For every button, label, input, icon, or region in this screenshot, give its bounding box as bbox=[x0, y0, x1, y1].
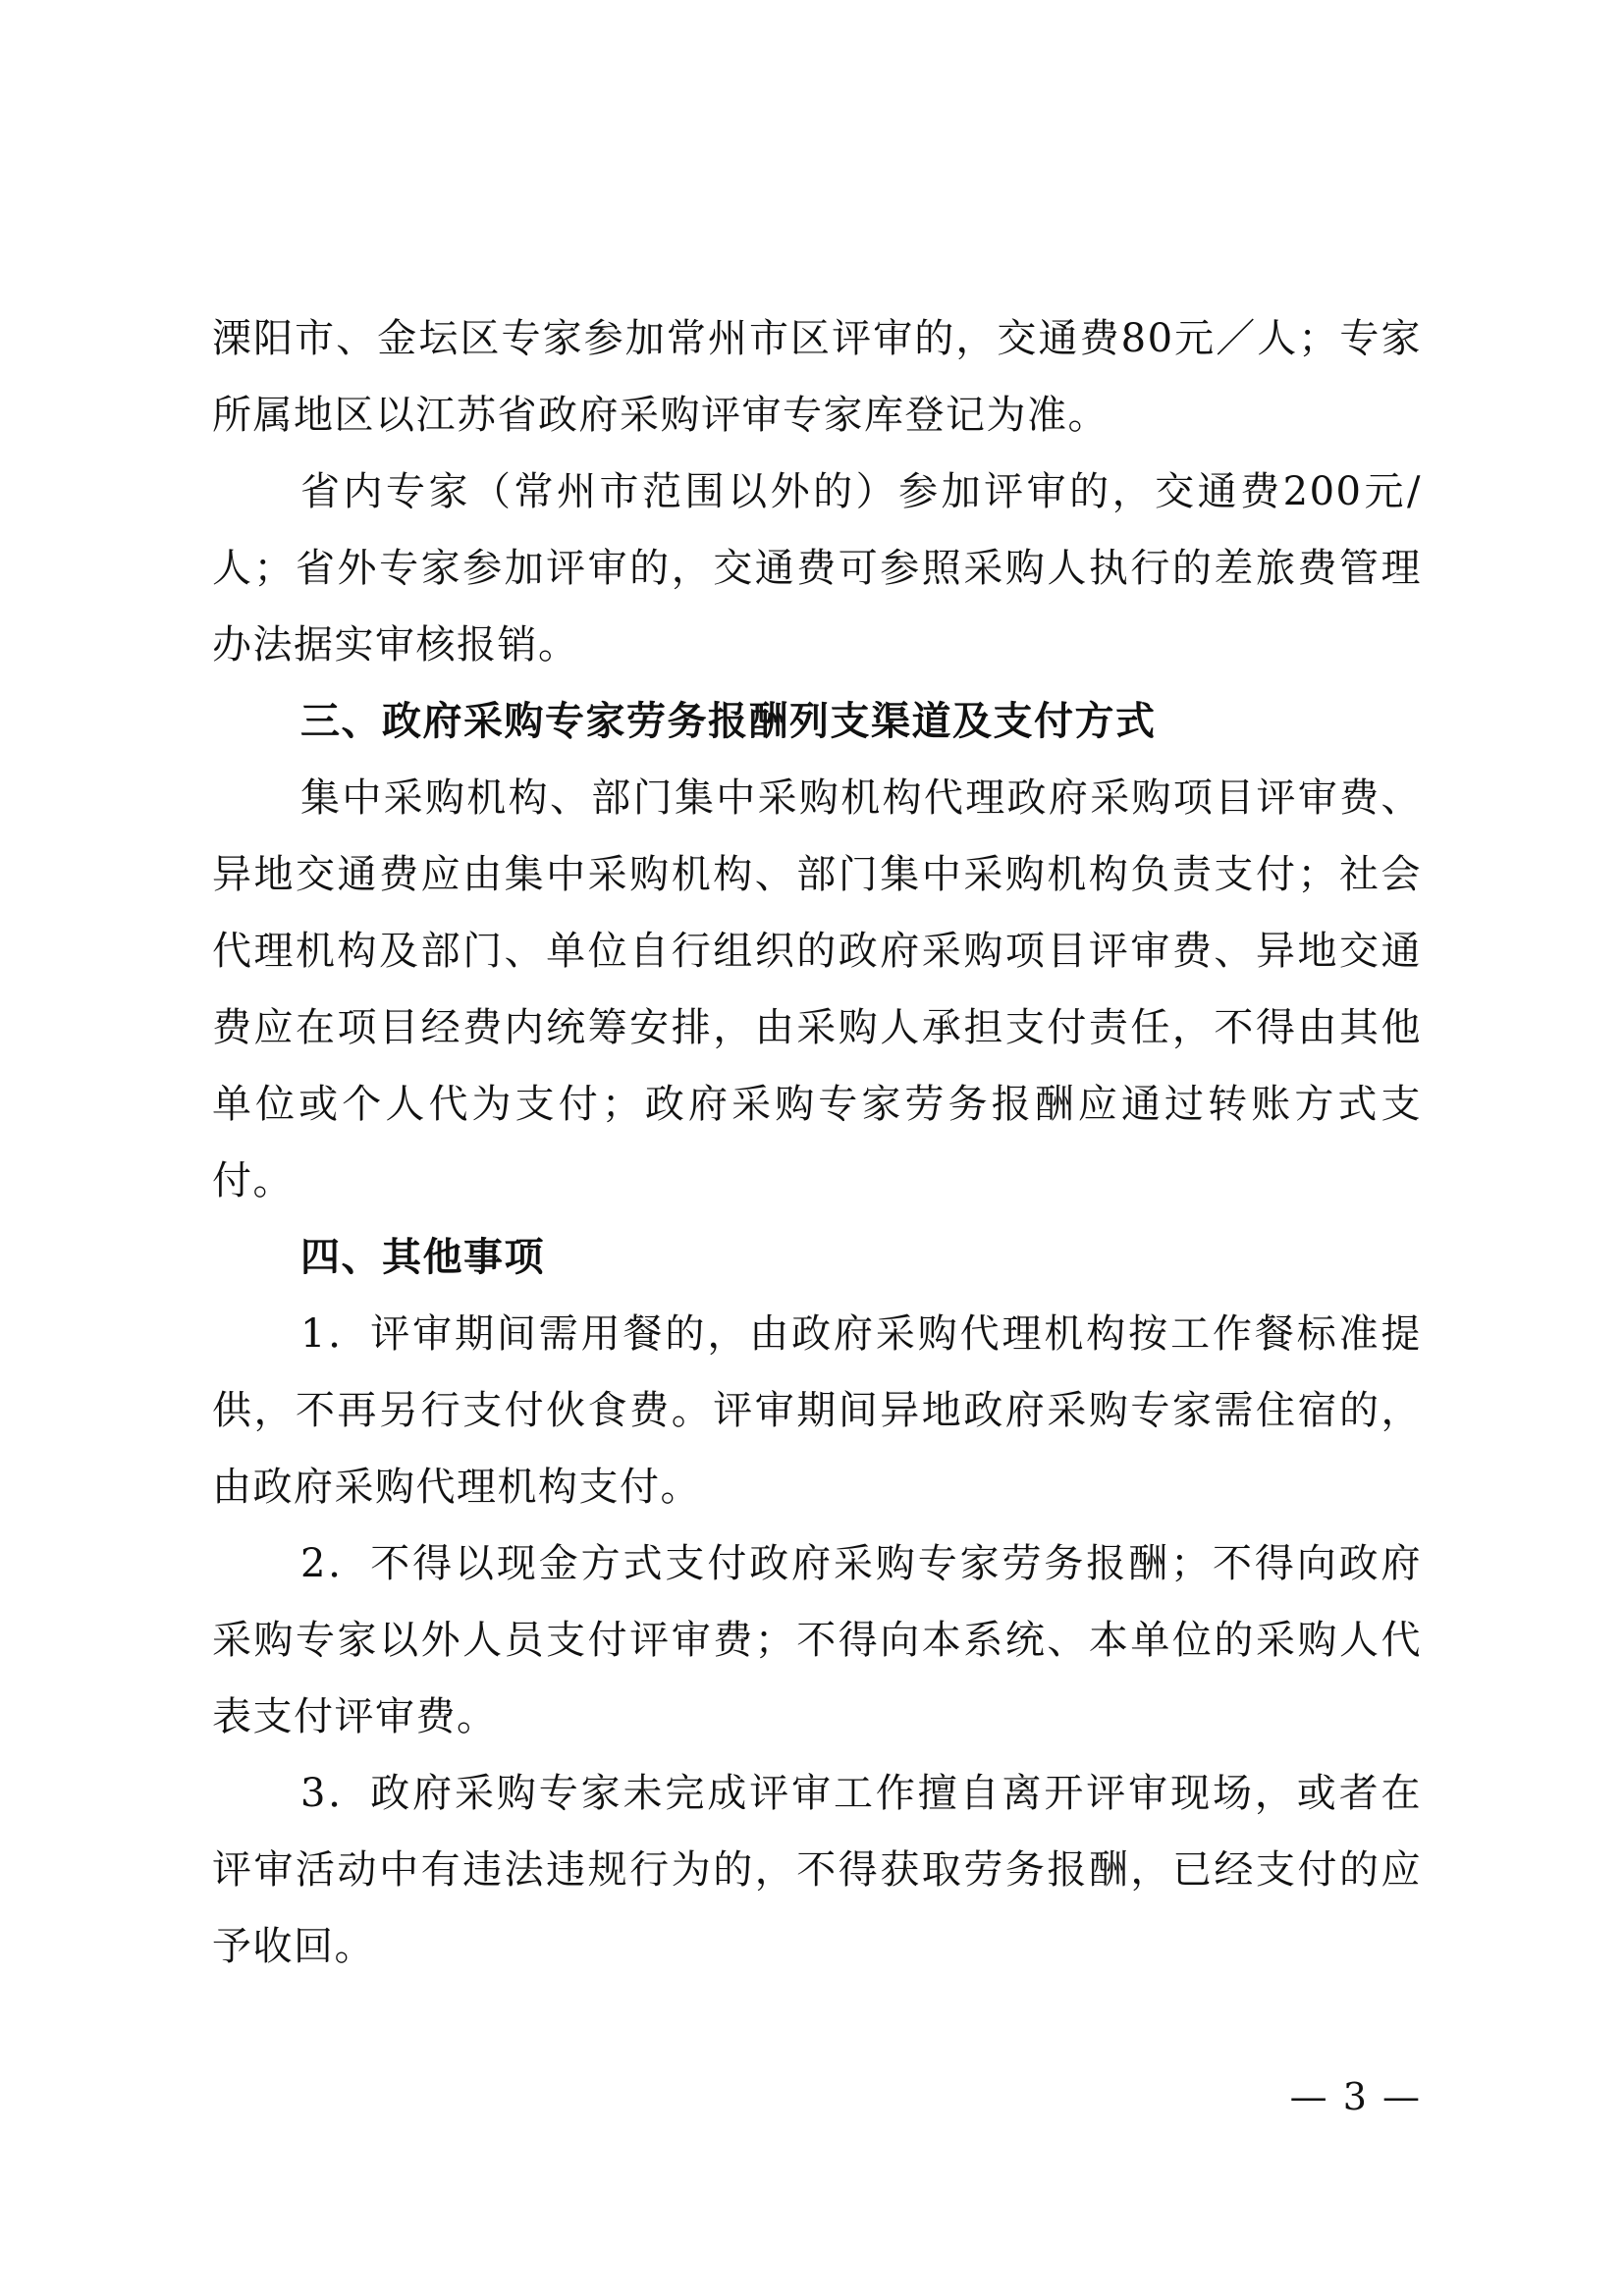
section-heading-4: 四、其他事项 bbox=[300, 1235, 545, 1280]
document-body bbox=[212, 300, 1422, 1985]
paragraph-transport-fee-local: 溧阳市、金坛区专家参加常州市区评审的，交通费80元／人；专家所属地区以江苏省政府采购评审专家库登记为准。 bbox=[212, 316, 1422, 438]
section-heading-3: 三、政府采购专家劳务报酬列支渠道及支付方式 bbox=[300, 699, 1157, 744]
page-number: — 3 — bbox=[1289, 2075, 1422, 2118]
paragraph-transport-fee-provincial: 省内专家（常州市范围以外的）参加评审的，交通费200元/人；省外专家参加评审的，交通费可参照采购人执行的差旅费管理办法据实审核报销。 bbox=[212, 469, 1422, 667]
paragraph-other-item-2: 2．不得以现金方式支付政府采购专家劳务报酬；不得向政府采购专家以外人员支付评审费；不得向本系统、本单位的采购人代表支付评审费。 bbox=[212, 1541, 1422, 1739]
paragraph-other-item-1: 1．评审期间需用餐的，由政府采购代理机构按工作餐标准提供，不再另行支付伙食费。评审期间异地政府采购专家需住宿的，由政府采购代理机构支付。 bbox=[212, 1311, 1422, 1510]
paragraph-payment-channel: 集中采购机构、部门集中采购机构代理政府采购项目评审费、异地交通费应由集中采购机构、部门集中采购机构负责支付；社会代理机构及部门、单位自行组织的政府采购项目评审费、异地交通费应在项目经费内统筹安排，由采购人承担支付责任，不得由其他单位或个人代为支付；政府采购专家劳务报酬应通过转账方式支付。 bbox=[212, 775, 1422, 1203]
paragraph-other-item-3: 3．政府采购专家未完成评审工作擅自离开评审现场，或者在评审活动中有违法违规行为的，不得获取劳务报酬，已经支付的应予收回。 bbox=[212, 1771, 1422, 1969]
